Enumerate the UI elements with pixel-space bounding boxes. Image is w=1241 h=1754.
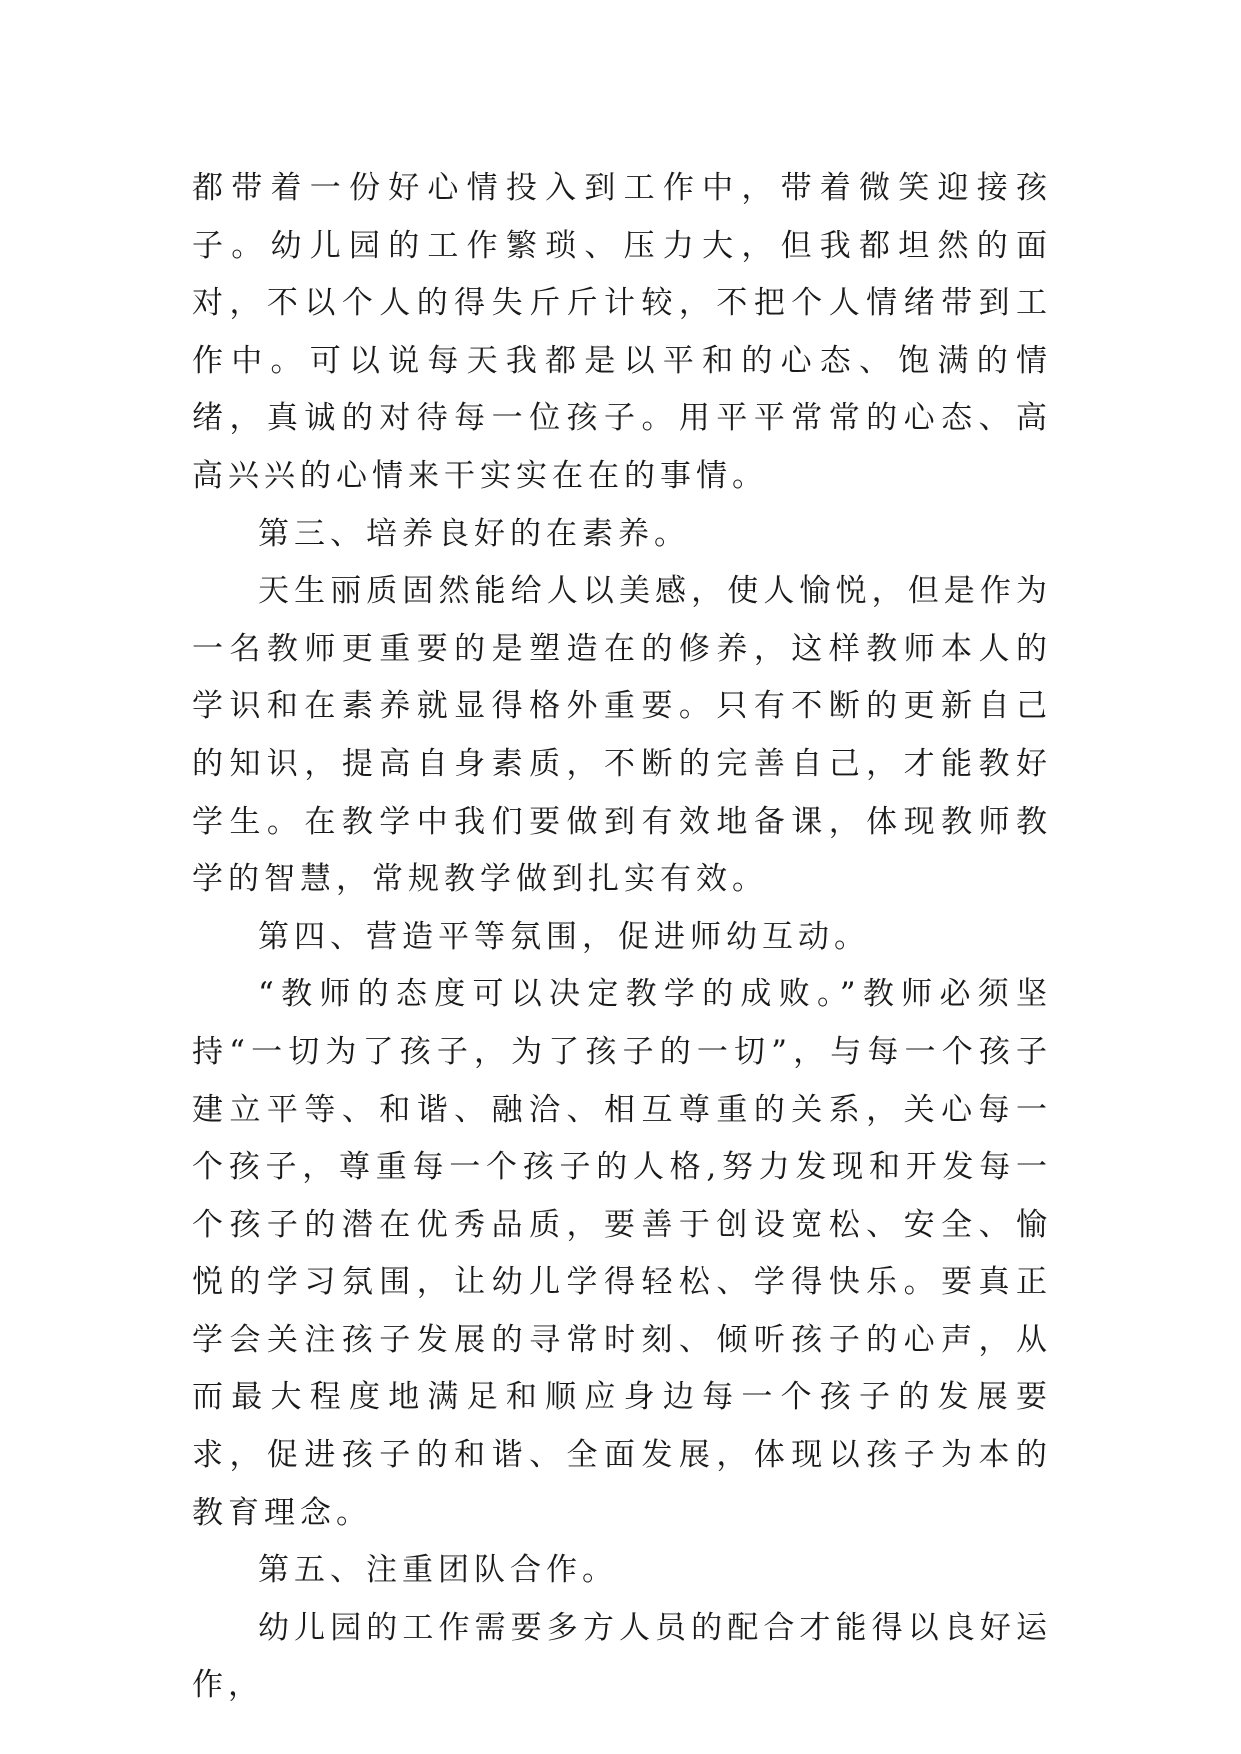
section-heading-3: 第三、培养良好的在素养。 (258, 515, 690, 552)
document-page (192, 160, 1052, 1715)
section-heading-5: 第五、注重团队合作。 (258, 1552, 618, 1589)
paragraph-continuation: 都带着一份好心情投入到工作中，带着微笑迎接孩子。幼儿园的工作繁琐、压力大，但我都坦然的面对，不以个人的得失斤斤计较，不把个人情绪带到工作中。可以说每天我都是以平和的心态、饱满的情绪，真诚的对待每一位孩子。用平平常常的心态、高高兴兴的心情来干实实在在的事情。 (192, 170, 1052, 494)
paragraph-section-4: “教师的态度可以决定教学的成败。”教师必须坚持“一切为了孩子，为了孩子的一切”，与每一个孩子建立平等、和谐、融洽、相互尊重的关系，关心每一个孩子，尊重每一个孩子的人格,努力发现和开发每一个孩子的潜在优秀品质，要善于创设宽松、安全、愉悦的学习氛围，让幼儿学得轻松、学得快乐。要真正学会关注孩子发展的寻常时刻、倾听孩子的心声，从而最大程度地满足和顺应身边每一个孩子的发展要求，促进孩子的和谐、全面发展，体现以孩子为本的教育理念。 (192, 976, 1052, 1531)
paragraph-section-3: 天生丽质固然能给人以美感，使人愉悦，但是作为一名教师更重要的是塑造在的修养，这样教师本人的学识和在素养就显得格外重要。只有不断的更新自己的知识，提高自身素质，不断的完善自己，才能教好学生。在教学中我们要做到有效地备课，体现教师教学的智慧，常规教学做到扎实有效。 (192, 573, 1052, 898)
section-heading-4: 第四、营造平等氛围，促进师幼互动。 (258, 918, 870, 955)
paragraph-section-5: 幼儿园的工作需要多方人员的配合才能得以良好运作， (192, 1609, 1052, 1704)
